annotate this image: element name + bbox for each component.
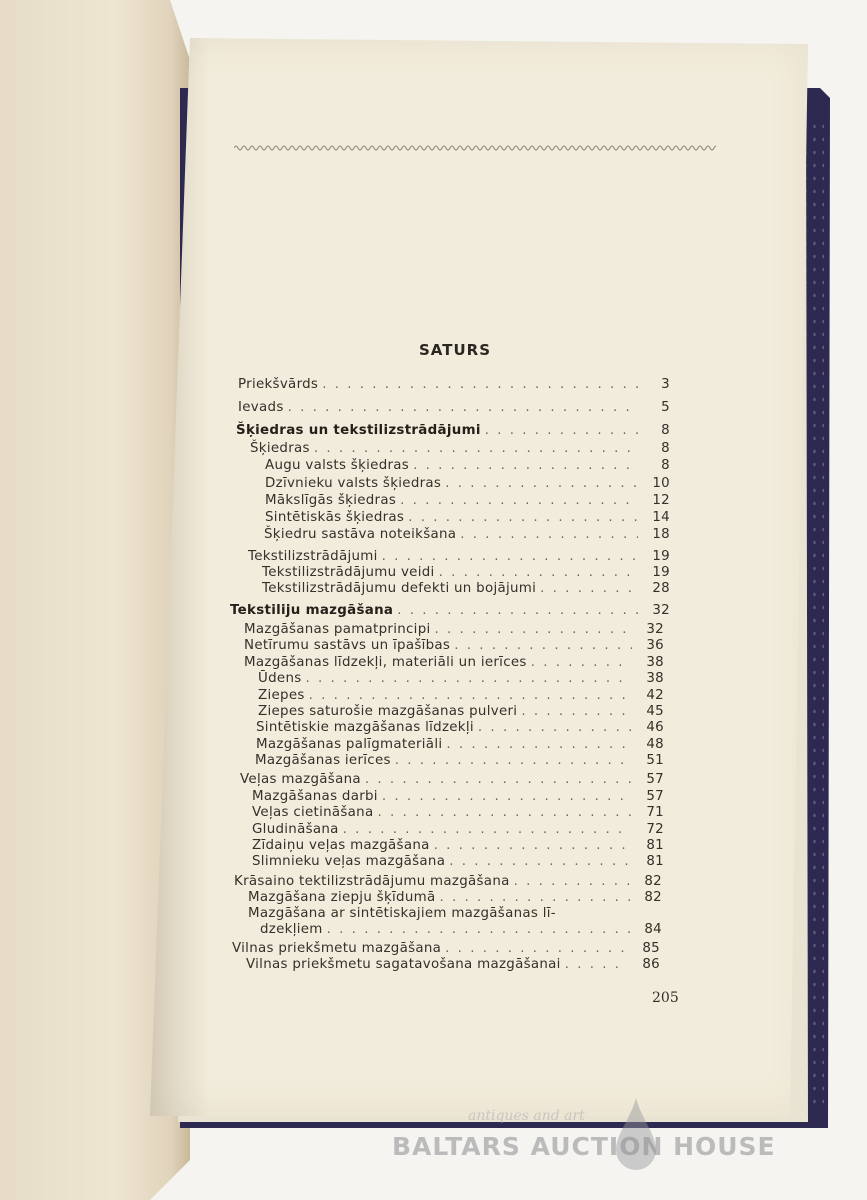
toc-entry-synthetic-fibers — [265, 510, 670, 526]
toc-entry-synthetic-agents-line1 — [248, 906, 662, 922]
toc-page-number: 81 — [646, 854, 664, 869]
dot-leader — [413, 458, 638, 474]
toc-page-number: 38 — [646, 655, 664, 670]
toc-entry-title: Sintētiskās šķiedras — [265, 510, 405, 525]
dot-leader — [314, 441, 638, 457]
toc-entry-fibers-and-textiles — [236, 423, 670, 439]
toc-entry-title: Šķiedru sastāva noteikšana — [264, 527, 457, 542]
toc-entry-title: Dzīvnieku valsts šķiedras — [265, 476, 442, 491]
dot-leader — [531, 655, 632, 671]
dot-leader — [445, 941, 628, 957]
toc-page-number: 72 — [646, 822, 664, 837]
toc-page-number: 81 — [646, 838, 664, 853]
toc-entry-title: Ziepes saturošie mazgāšanas pulveri — [258, 704, 518, 719]
toc-entry-starching — [252, 805, 664, 821]
toc-page-number: 8 — [661, 458, 670, 473]
toc-page-number: 36 — [646, 638, 664, 653]
toc-entry-title: Ūdens — [258, 671, 302, 686]
toc-entry-patient-laundry — [252, 854, 664, 870]
toc-entry-washing-agents — [244, 655, 664, 671]
dot-leader — [449, 854, 632, 870]
toc-entry-synthetic-agents-line2 — [260, 922, 662, 938]
toc-entry-title: Slimnieku veļas mazgāšana — [252, 854, 446, 869]
toc-entry-colored-textiles — [234, 874, 662, 890]
toc-entry-title: Tekstilizstrādājumu defekti un bojājumi — [262, 581, 537, 596]
toc-entry-title: Šķiedras un tekstilizstrādājumi — [236, 423, 481, 438]
toc-entry-title: Tekstilizstrādājumu veidi — [262, 565, 435, 580]
dot-leader — [435, 622, 632, 638]
dot-leader — [445, 476, 638, 492]
toc-entry-title: Mazgāšanas pamatprincipi — [244, 622, 431, 637]
dot-leader — [408, 510, 638, 526]
toc-entry-plant-fibers — [265, 458, 670, 474]
dot-leader — [382, 789, 632, 805]
toc-page-number: 19 — [652, 565, 670, 580]
dot-leader — [395, 753, 632, 769]
dot-leader — [460, 527, 638, 543]
toc-entry-preface — [238, 377, 670, 393]
dot-leader — [540, 581, 638, 597]
toc-page-number: 32 — [652, 603, 670, 618]
toc-entry-title: Netīrumu sastāvs un īpašības — [244, 638, 451, 653]
toc-entry-laundry-washing — [240, 772, 664, 788]
toc-page-number: 57 — [646, 772, 664, 787]
toc-entry-washing-principles — [244, 622, 664, 638]
toc-entry-soap-powders — [258, 704, 664, 720]
dot-leader — [521, 704, 632, 720]
watermark-subtext: antiques and art — [468, 1108, 585, 1124]
toc-page-number: 86 — [642, 957, 660, 972]
toc-page-number: 8 — [661, 423, 670, 438]
toc-entry-soap — [258, 688, 664, 704]
toc-page-number: 71 — [646, 805, 664, 820]
toc-entry-title: Vilnas priekšmetu sagatavošana mazgāšanai — [246, 957, 561, 972]
dot-leader — [454, 638, 632, 654]
toc-entry-fibers — [250, 441, 670, 457]
toc-page-number: 28 — [652, 581, 670, 596]
dot-leader — [377, 805, 632, 821]
toc-entry-title: Gludināšana — [252, 822, 339, 837]
dot-leader — [439, 565, 638, 581]
page-title: SATURS — [418, 341, 491, 359]
dot-leader — [365, 772, 632, 788]
toc-entry-animal-fibers — [265, 476, 670, 492]
toc-page-number: 18 — [652, 527, 670, 542]
toc-entry-title: dzekļiem — [260, 922, 323, 937]
toc-entry-title: Mazgāšana ar sintētiskajiem mazgāšanas lī- — [248, 906, 556, 921]
toc-page-number: 38 — [646, 671, 664, 686]
dot-leader — [439, 890, 630, 906]
dot-leader — [434, 838, 632, 854]
toc-page-number: 10 — [652, 476, 670, 491]
toc-page-number: 5 — [661, 400, 670, 415]
toc-entry-title: Mazgāšanas līdzekļi, materiāli un ierīces — [244, 655, 527, 670]
dot-leader — [309, 688, 632, 704]
toc-entry-washing-devices — [255, 753, 664, 769]
toc-entry-textile-washing — [230, 603, 670, 619]
watermark: BALTARS AUCTION HOUSE — [392, 1132, 776, 1161]
dot-leader — [514, 874, 630, 890]
toc-entry-title: Mākslīgās šķiedras — [265, 493, 397, 508]
toc-entry-introduction — [238, 400, 670, 416]
toc-page-number: 85 — [642, 941, 660, 956]
dot-leader — [565, 957, 628, 973]
toc-page-number: 19 — [652, 549, 670, 564]
dot-leader — [288, 400, 638, 416]
toc-entry-infant-laundry — [252, 838, 664, 854]
toc-entry-title: Veļas mazgāšana — [240, 772, 361, 787]
dot-leader — [478, 720, 632, 736]
toc-entry-title: Šķiedras — [250, 441, 310, 456]
toc-entry-title: Mazgāšanas ierīces — [255, 753, 391, 768]
toc-entry-auxiliary-materials — [256, 737, 664, 753]
toc-entry-title: Zīdaiņu veļas mazgāšana — [252, 838, 430, 853]
toc-entry-artificial-fibers — [265, 493, 670, 509]
toc-entry-title: Ievads — [238, 400, 284, 415]
toc-entry-wool-washing — [232, 941, 660, 957]
toc-entry-title: Augu valsts šķiedras — [265, 458, 410, 473]
toc-entry-wool-preparation — [246, 957, 660, 973]
toc-entry-textile-defects — [262, 581, 670, 597]
toc-entry-title: Vilnas priekšmetu mazgāšana — [232, 941, 442, 956]
toc-page-number: 82 — [644, 874, 662, 889]
dot-leader — [327, 922, 630, 938]
toc-entry-title: Tekstilizstrādājumi — [248, 549, 378, 564]
toc-entry-title: Veļas cietināšana — [252, 805, 374, 820]
toc-entry-textile-products — [248, 549, 670, 565]
toc-entry-title: Mazgāšana ziepju šķīdumā — [248, 890, 436, 905]
toc-page-number: 57 — [646, 789, 664, 804]
toc-page-number: 42 — [646, 688, 664, 703]
dot-leader — [397, 603, 638, 619]
toc-entry-title: Mazgāšanas darbi — [252, 789, 378, 804]
toc-page-number: 12 — [652, 493, 670, 508]
toc-entry-title: Priekšvārds — [238, 377, 319, 392]
toc-entry-title: Mazgāšanas palīgmateriāli — [256, 737, 443, 752]
toc-page-number: 32 — [646, 622, 664, 637]
toc-entry-title: Sintētiskie mazgāšanas līdzekļi — [256, 720, 474, 735]
dot-leader — [306, 671, 632, 687]
toc-page-number: 51 — [646, 753, 664, 768]
toc-entry-title: Ziepes — [258, 688, 305, 703]
toc-page-number: 14 — [652, 510, 670, 525]
toc-entry-ironing — [252, 822, 664, 838]
dot-leader — [343, 822, 632, 838]
toc-page-number: 8 — [661, 441, 670, 456]
toc-page-number: 48 — [646, 737, 664, 752]
toc-entry-soap-solution — [248, 890, 662, 906]
toc-page-number: 46 — [646, 720, 664, 735]
toc-entry-textile-types — [262, 565, 670, 581]
toc-entry-fiber-composition — [264, 527, 670, 543]
toc-page-number: 3 — [661, 377, 670, 392]
dot-leader — [322, 377, 638, 393]
toc-entry-dirt-composition — [244, 638, 664, 654]
dot-leader — [400, 493, 638, 509]
dot-leader — [382, 549, 638, 565]
page-number: 205 — [652, 990, 679, 1006]
toc-entry-water — [258, 671, 664, 687]
toc-entry-title: Tekstiliju mazgāšana — [230, 603, 394, 618]
dot-leader — [485, 423, 638, 439]
toc-page-number: 45 — [646, 704, 664, 719]
toc-entry-washing-work — [252, 789, 664, 805]
toc-page-number: 84 — [644, 922, 662, 937]
toc-entry-title: Krāsaino tektilizstrādājumu mazgāšana — [234, 874, 510, 889]
toc-page-number: 82 — [644, 890, 662, 905]
toc-entry-synthetic-detergents — [256, 720, 664, 736]
dot-leader — [446, 737, 632, 753]
